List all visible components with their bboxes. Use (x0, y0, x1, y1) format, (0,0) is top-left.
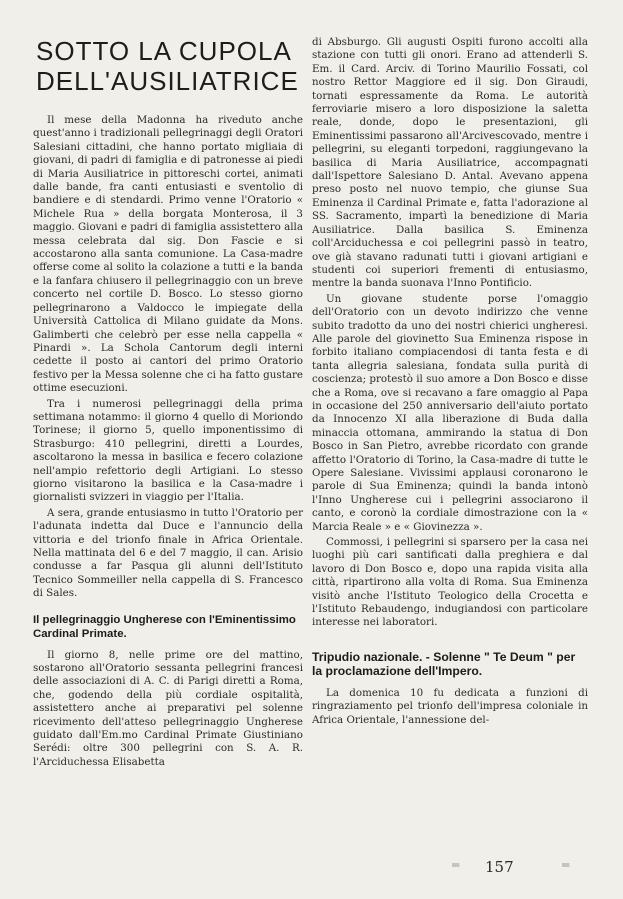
paragraph: Il mese della Madonna ha riveduto anche quest'anno i tradizionali pellegrinaggi degli Oratori Salesiani cittadini, che hanno portato migliaia di giovani, di padri di famiglia e di patronesse ai piedi di Maria Ausiliatrice in pittoreschi cortei, animati dalle bande, fra canti entusiasti e sventolio di bandiere e di stendardi. Primo venne l'Oratorio « Michele Rua » della borgata Monterosa, il 3 maggio. Giovani e padri di famiglia assistettero alla messa celebrata dal sig. Don Fascie e si accostarono alla santa comunione. La Casa-madre offerse come al solito la colazione a tutti e la banda e la fanfara chiusero il pellegrinaggio con un breve concerto nel cortile D. Bosco. Lo stesso giorno pellegrinarono a Valdocco le impiegate della Università Cattolica di Milano guidate da Mons. Galimberti che celebrò per esse nella cappella « Pinardi ». La Schola Cantorum degli interni cedette il posto ai cantori del primo Oratorio festivo per la Messa solenne che ci ha fatto gustare ottime esecuzioni. (33, 114, 303, 395)
paragraph: Il giorno 8, nelle prime ore del mattino, sostarono all'Oratorio sessanta pellegrini francesi delle associazioni di A. C. di Parigi diretti a Roma, che, godendo della più cordiale ospitalità, assistettero anche ai preparativi pel solenne ricevimento dell'atteso pellegrinaggio Ungherese guidato dall'Em.mo Cardinal Primate Giustiniano Serédi: oltre 300 pellegrini con S. A. R. l'Arciduchessa Elisabetta (33, 648, 303, 768)
left-column (33, 36, 303, 769)
paragraph: di Absburgo. Gli augusti Ospiti furono accolti alla stazione con tutti gli onori. Erano ad attenderli S. Em. il Card. Arciv. di Torino Maurilio Fossati, col nostro Rettor Maggiore ed il sig. Don Giraudi, tornati espressamente da Roma. Le autorità ferroviarie misero a loro disposizione la saletta reale, donde, dopo le presentazioni, gli Eminentissimi passarono all'Arcivescovado, mentre i pellegrini, su eleganti torpedoni, raggiungevano la basilica di Maria Ausiliatrice, accompagnati dall'Ispettore Salesiano D. Antal. Avevano appena preso posto nel nuovo tempio, che giunse Sua Eminenza il Cardinal Primate e, fatta l'adorazione al SS. Sacramento, impartì la benedizione di Maria Ausiliatrice. Dalla basilica S. Eminenza coll'Arciduchessa e coi pellegrini passò in teatro, ove già stavano radunati tutti i giovani artigiani e studenti coi superiori frementi di entusiasmo, mentre la banda suonava l'Inno Pontificio. (312, 36, 588, 290)
footer-ornament-left: ═ (452, 858, 460, 872)
section-heading: Il pellegrinaggio Ungherese con l'Eminentissimo Cardinal Primate. (33, 613, 296, 640)
right-body (312, 36, 588, 727)
footer-ornament-right: ═ (562, 858, 570, 872)
left-body (33, 114, 303, 769)
paragraph: Un giovane studente porse l'omaggio dell'Oratorio con un devoto indirizzo che venne subito tradotto da uno dei nostri chierici ungheresi. Alle parole del giovinetto Sua Eminenza rispose in forbito italiano compiacendosi di tanta festa e di tanta allegria salesiana, fondata sulla purità di coscienza; protestò il suo amore a Don Bosco e disse che a Roma, ove si recavano a fare omaggio al Papa in occasione del 250 anniversario dell'aiuto portato da Innocenzo XI alla liberazione di Buda dalla minaccia ottomana, ammirando la statua di Don Bosco in San Pietro, avrebbe ricordato con grande affetto l'Oratorio di Torino, la Casa-madre di tutte le Opere Salesiane. Vivissimi applausi coronarono le parole di Sua Eminenza; quindi la banda intonò l'Inno Ungherese cui i pellegrini associarono il canto, e coronò la cordiale dimostrazione con la « Marcia Reale » e « Giovinezza ». (312, 292, 588, 533)
paragraph: La domenica 10 fu dedicata a funzioni di ringraziamento pel trionfo dell'impresa coloniale in Africa Orientale, l'annessione del- (312, 687, 588, 726)
section-heading: Tripudio nazionale. - Solenne " Te Deum " per la proclamazione dell'Impero. (312, 649, 576, 679)
paragraph: Tra i numerosi pellegrinaggi della prima settimana notammo: il giorno 4 quello di Moriondo Torinese; il giorno 5, quello imponentissimo di Strasburgo: 410 pellegrini, diretti a Lourdes, ascoltarono la messa in basilica e fecero colazione nell'ampio refettorio degli Artigiani. Lo stesso giorno visitarono la basilica e la Casa-madre i giornalisti svizzeri in viaggio per l'Italia. (33, 397, 303, 504)
article-title-line-2: DELL'AUSILIATRICE (36, 66, 299, 96)
right-column (312, 36, 588, 727)
page-number: 157 (485, 858, 514, 876)
article-title-line-1: SOTTO LA CUPOLA (36, 36, 292, 66)
article-title (36, 36, 303, 96)
paragraph: Commossi, i pellegrini si sparsero per la casa nei luoghi più cari santificati dalla preghiera e dal lavoro di Don Bosco e, dopo una rapida visita alla città, ripartirono alla volta di Roma. Sua Eminenza visitò anche l'Istituto Teologico della Crocetta e l'Istituto Rebaudengo, indugiandosi con particolare interesse nei laboratori. (312, 536, 588, 629)
paragraph: A sera, grande entusiasmo in tutto l'Oratorio per l'adunata indetta dal Duce e l'annuncio della vittoria e del trionfo finale in Africa Orientale. Nella mattinata del 6 e del 7 maggio, il can. Arisio condusse a far Pasqua gli alunni dell'Istituto Tecnico Sommeiller nella cappella di S. Francesco di Sales. (33, 506, 303, 600)
